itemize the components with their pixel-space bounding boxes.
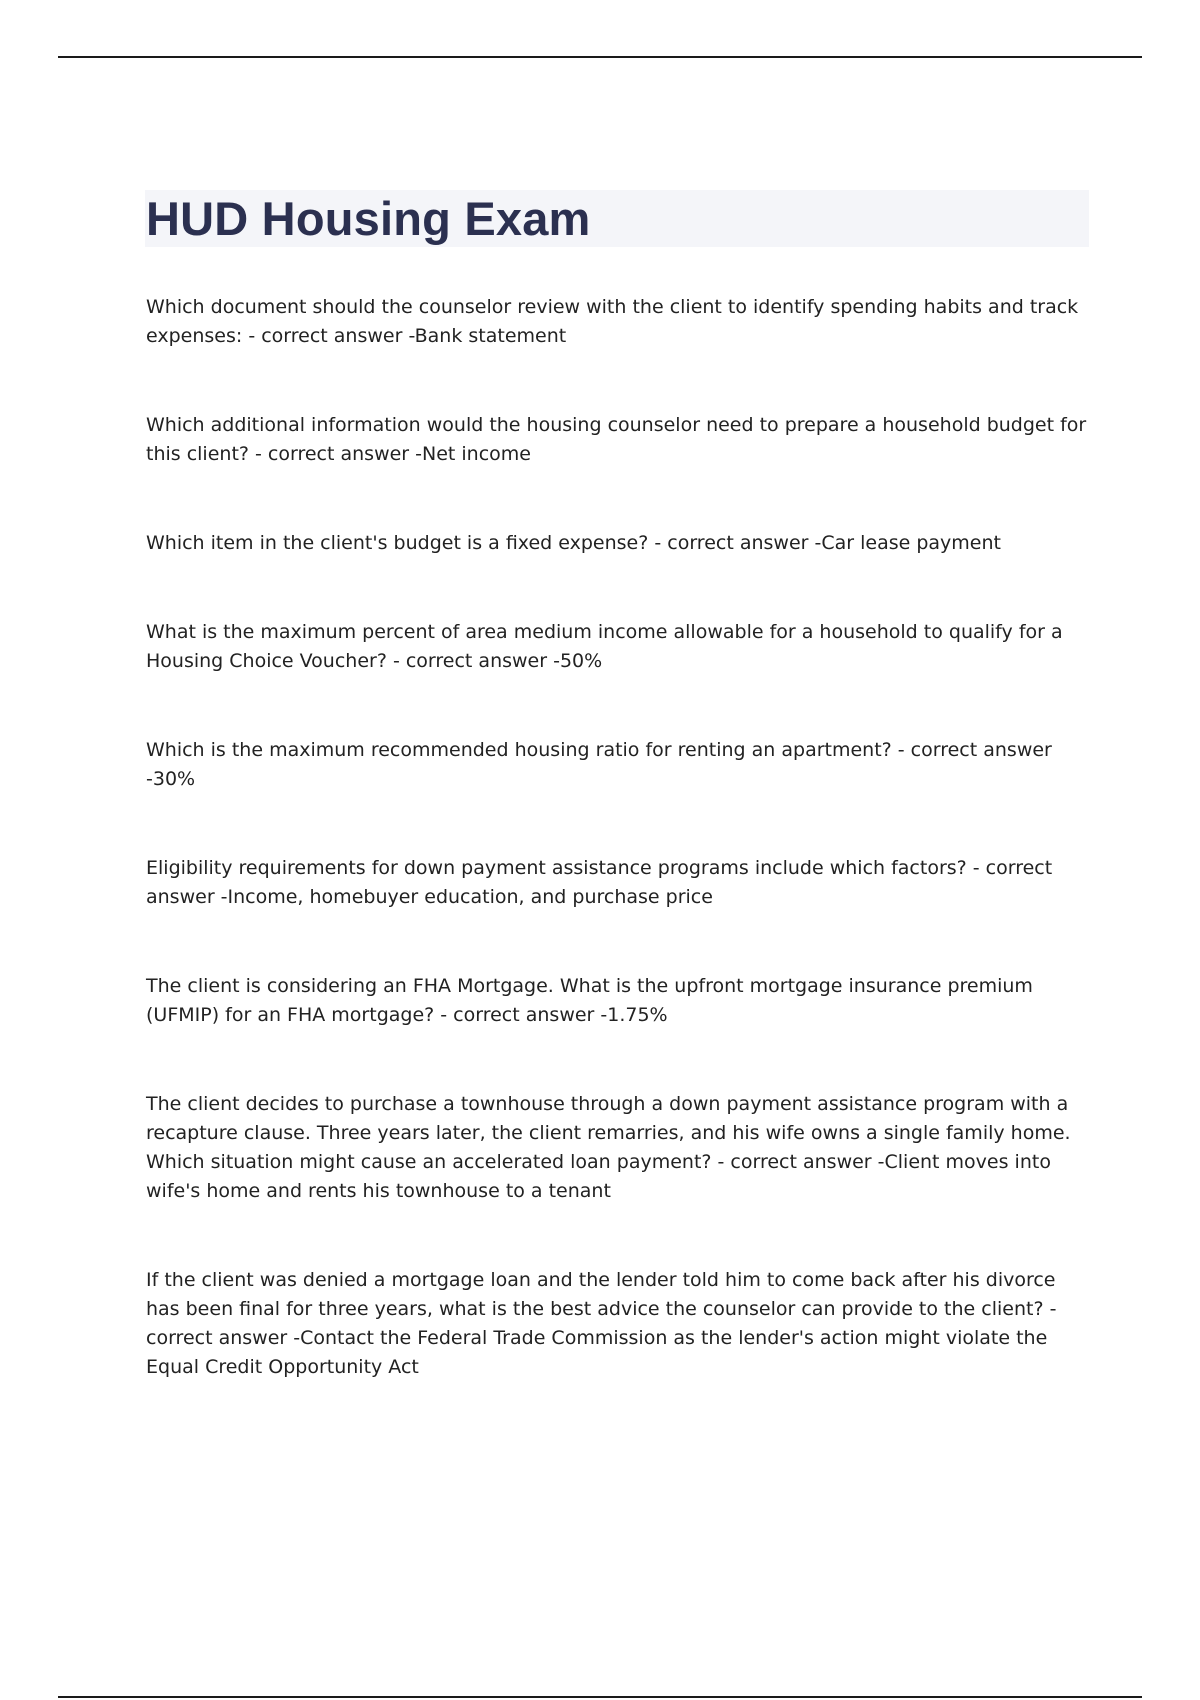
qa-item-3: Which item in the client's budget is a fixed expense? - correct answer -Car lease payment: [146, 532, 1001, 554]
qa-item-4: What is the maximum percent of area medium income allowable for a household to qualify for a Housing Choice Voucher? - correct answer -50%: [146, 621, 1063, 672]
top-rule: [58, 56, 1142, 58]
qa-item-2: Which additional information would the housing counselor need to prepare a household budget for this client? - correct answer -Net income: [146, 414, 1087, 465]
qa-item-1: Which document should the counselor review with the client to identify spending habits and track expenses: - correct answer -Bank statement: [146, 296, 1079, 347]
qa-list: [146, 293, 1091, 1442]
document-title: HUD Housing Exam: [146, 192, 591, 245]
qa-item-8: The client decides to purchase a townhouse through a down payment assistance program with a recapture clause. Three years later, the client remarries, and his wife owns a single family home. Which situation might cause an accelerated loan payment? - correct answer -Client moves into wife's home and rents his townhouse to a tenant: [146, 1093, 1071, 1202]
qa-item-9: If the client was denied a mortgage loan and the lender told him to come back after his divorce has been final for three years, what is the best advice the counselor can provide to the client? - correct answer -Contact the Federal Trade Commission as the lender's action might violate the Equal Credit Opportunity Act: [146, 1269, 1057, 1378]
qa-item-7: The client is considering an FHA Mortgage. What is the upfront mortgage insurance premium (UFMIP) for an FHA mortgage? - correct answer -1.75%: [146, 975, 1033, 1026]
bottom-rule: [58, 1696, 1142, 1698]
qa-item-6: Eligibility requirements for down payment assistance programs include which factors? - correct answer -Income, homebuyer education, and purchase price: [146, 857, 1053, 908]
qa-item-5: Which is the maximum recommended housing ratio for renting an apartment? - correct answer -30%: [146, 739, 1052, 790]
